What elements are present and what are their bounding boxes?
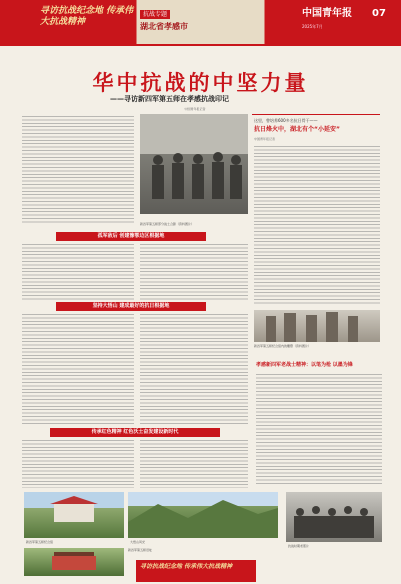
headline-title: 华中抗战的中坚力量 bbox=[92, 71, 309, 95]
section-3-text-left bbox=[22, 440, 134, 488]
footer-slogan: 寻访抗战纪念地 传承伟大抗战精神 bbox=[140, 563, 233, 570]
section-2-text-left bbox=[22, 314, 134, 424]
main-photo-caption: 新四军第五师部分战士合影（资料图片） bbox=[140, 222, 195, 226]
masthead-date: 2025年7月 bbox=[302, 24, 323, 29]
section-head-3: 传承红色精神 红色沃土奋发建设新时代 bbox=[50, 428, 220, 437]
right-story-title: 抗日烽火中，湖北有个“小延安” bbox=[254, 126, 340, 133]
right-story-rule bbox=[252, 114, 380, 115]
right-photo bbox=[254, 310, 380, 342]
right-photo-caption: 新四军第五师纪念馆内的雕塑（资料图片） bbox=[254, 344, 312, 348]
lower-story-title: 孝感新四军老战士精神：以笔为枪 以墨为锋 bbox=[256, 362, 353, 368]
section-3-text-mid bbox=[140, 440, 248, 488]
headline-byline: 中国青年报记者 bbox=[184, 107, 206, 111]
bottom-photo-1 bbox=[24, 492, 124, 538]
main-photo bbox=[140, 114, 248, 214]
memorial-building-icon bbox=[24, 492, 124, 538]
section-head-1: 孤军敌后 创建豫鄂边区根据地 bbox=[56, 232, 206, 241]
statue-group-icon bbox=[254, 310, 380, 342]
bottom-caption-2: 大悟山风光 bbox=[130, 540, 146, 544]
bottom-caption-3: 新四军第五师旧址 bbox=[128, 548, 153, 552]
masthead-rule bbox=[0, 44, 401, 46]
section-label: 抗战专题 bbox=[140, 10, 170, 19]
old-site-building-icon bbox=[24, 548, 124, 576]
masthead-slogan: 寻访抗战纪念地 传承伟大抗战精神 bbox=[40, 6, 134, 27]
bottom-caption-1: 新四军第五师纪念馆 bbox=[26, 540, 54, 544]
section-head-2: 坚持大悟山 建成最好的抗日根据地 bbox=[56, 302, 206, 311]
newspaper-logo: 中国青年报 bbox=[302, 8, 352, 19]
section-1-text-mid bbox=[140, 244, 248, 300]
right-story-text bbox=[254, 146, 380, 306]
soldiers-silhouette-icon bbox=[140, 114, 248, 214]
bottom-caption-4: 抗战时期老照片 bbox=[288, 544, 310, 548]
bottom-photo-3 bbox=[24, 548, 124, 576]
right-story-byline: 中国青年报记者 bbox=[254, 137, 276, 141]
section-1-text-left bbox=[22, 244, 134, 300]
lower-story-text bbox=[256, 374, 382, 486]
bottom-photo-2 bbox=[128, 492, 278, 538]
page-number: 07 bbox=[372, 8, 386, 19]
bottom-photo-4 bbox=[286, 492, 382, 542]
subsection-title: 湖北省孝感市 bbox=[140, 22, 188, 31]
intro-text bbox=[22, 116, 134, 224]
right-story-kicker: 这里，曾培养600多名抗日骨干—— bbox=[254, 118, 318, 123]
historic-group-photo-icon bbox=[286, 492, 382, 542]
section-2-text-mid bbox=[140, 314, 248, 424]
headline-subtitle: ——寻访新四军第五师在孝感抗战印记 bbox=[110, 95, 229, 103]
mountain-landscape-icon bbox=[128, 492, 278, 538]
